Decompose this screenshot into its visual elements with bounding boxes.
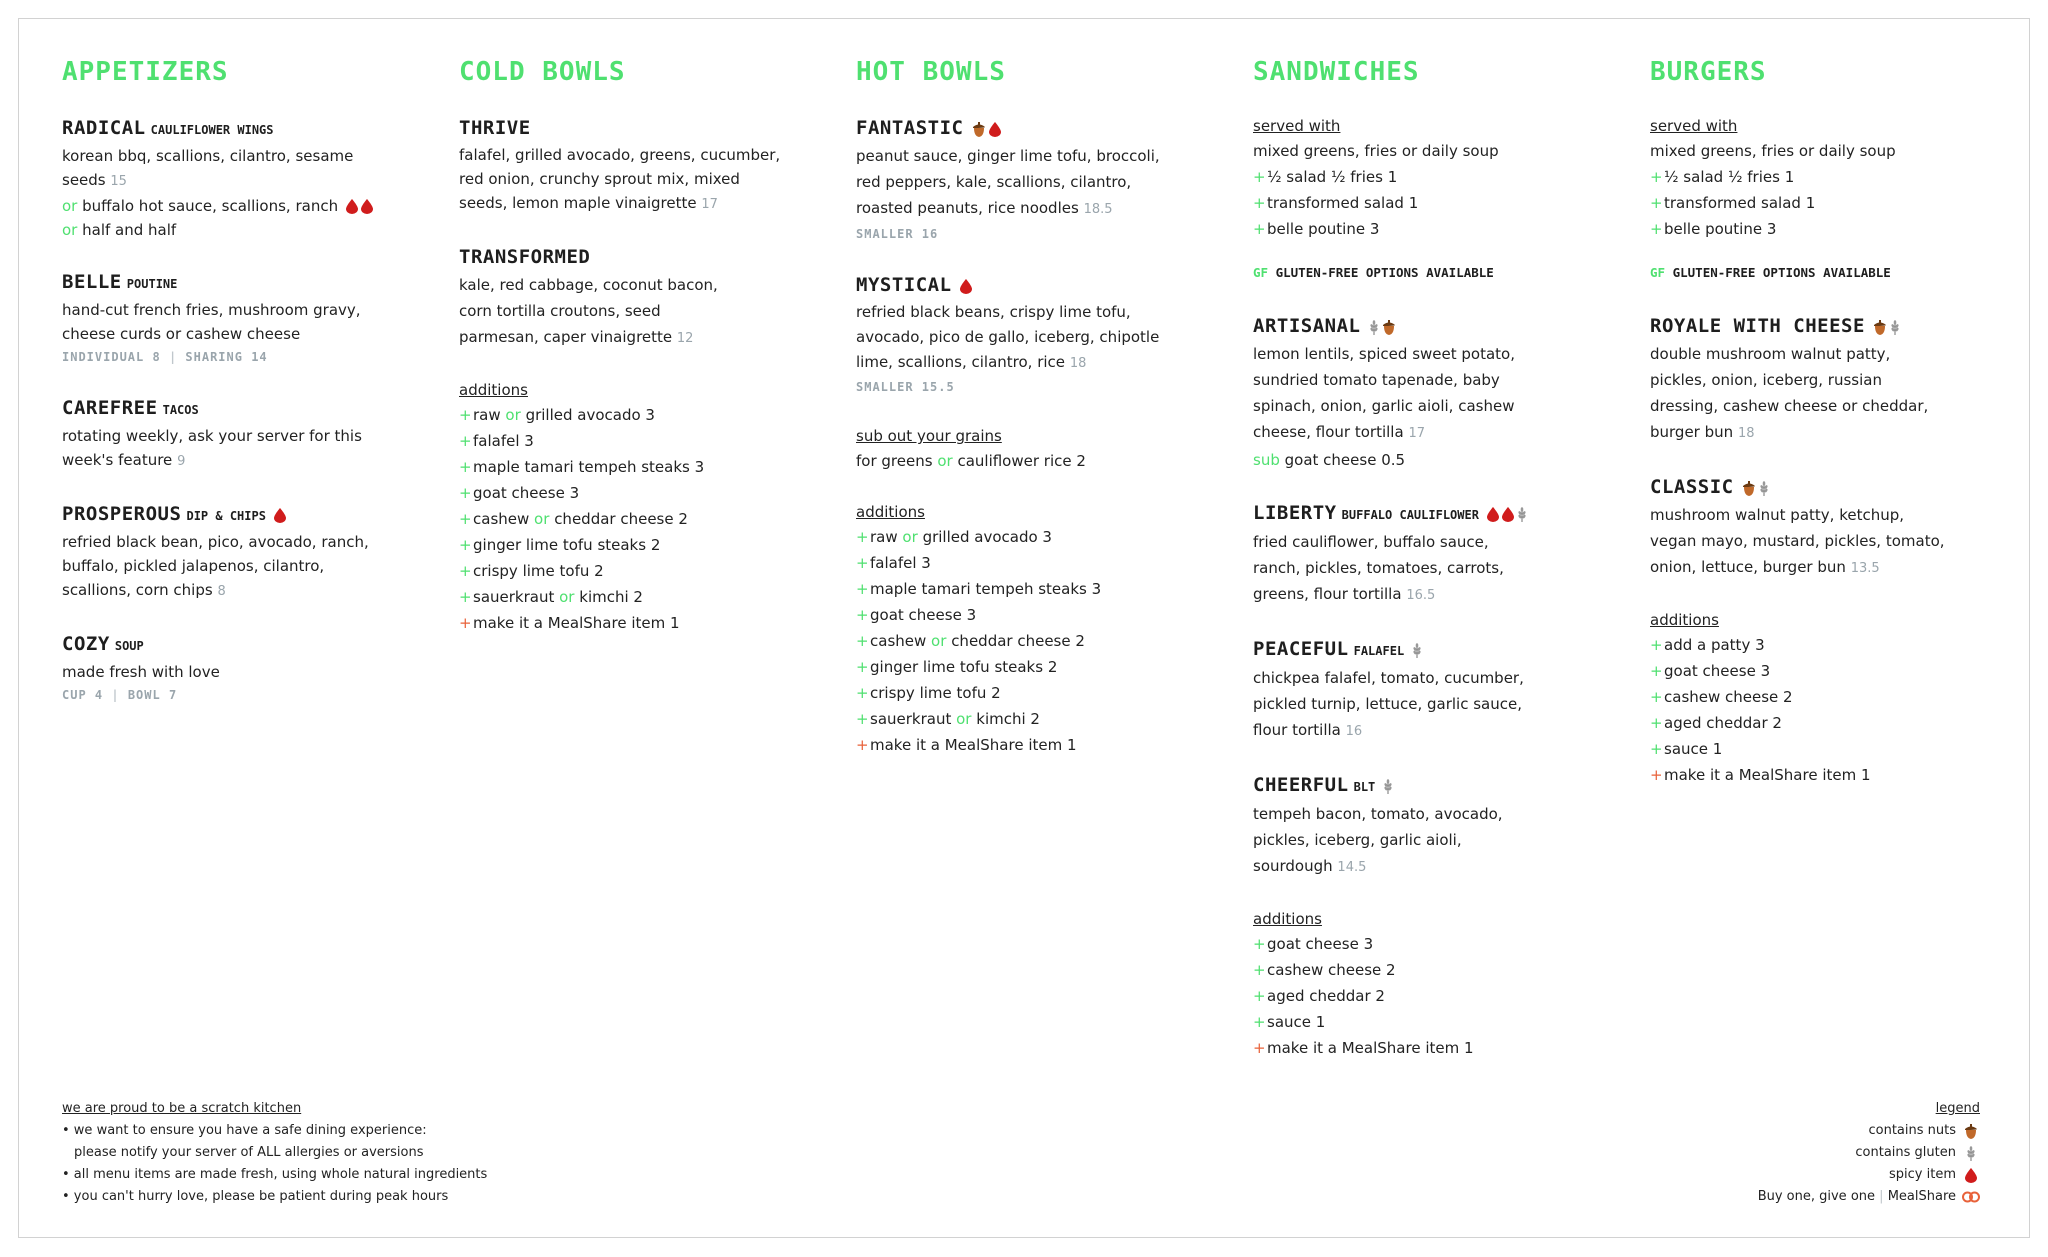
- addition-text: make it a MealShare item 1: [473, 614, 680, 632]
- legend-row-nuts: [1758, 1120, 1980, 1142]
- item-name: LIBERTY: [1253, 502, 1337, 524]
- additions-title: additions: [1650, 611, 1719, 629]
- addition-item: +ginger lime tofu steaks 2: [459, 536, 661, 554]
- item-description: pickles, iceberg, garlic aioli,: [1253, 831, 1462, 849]
- additions-title: additions: [459, 381, 528, 399]
- hot-bowls-heading: HOT BOWLS: [856, 57, 1006, 87]
- addition-text: make it a MealShare item 1: [870, 736, 1077, 754]
- or-label: or: [902, 528, 918, 546]
- hot-bowls-column: [856, 54, 1226, 758]
- item-fantastic: [856, 114, 1226, 245]
- item-description: scallions, corn chips: [62, 581, 213, 599]
- addition-item: +cashew cheese 2: [1253, 961, 1396, 979]
- item-description: made fresh with love: [62, 663, 220, 681]
- item-description: week's feature: [62, 451, 173, 469]
- addition-text: goat cheese 3: [473, 484, 580, 502]
- sub-text: goat cheese 0.5: [1284, 451, 1406, 469]
- legend-label: contains nuts: [1868, 1123, 1956, 1138]
- gf-text: GLUTEN-FREE OPTIONS AVAILABLE: [1275, 265, 1494, 280]
- addition-item: +sauerkraut or kimchi 2: [459, 588, 643, 606]
- wheat-icon: [1759, 481, 1769, 496]
- addition-text: goat cheese 3: [1267, 935, 1374, 953]
- served-option: +transformed salad 1: [1650, 194, 1816, 212]
- addition-text: crispy lime tofu 2: [870, 684, 1001, 702]
- item-price: 13.5: [1850, 561, 1880, 576]
- burgers-heading: BURGERS: [1650, 57, 1767, 87]
- item-peaceful: [1253, 635, 1623, 745]
- addition-item: +raw or grilled avocado 3: [459, 406, 655, 424]
- item-price: 18.5: [1083, 202, 1113, 217]
- size-price: SMALLER 15.5: [856, 380, 955, 394]
- addition-item: +crispy lime tofu 2: [856, 684, 1001, 702]
- addition-text: sauce 1: [1267, 1013, 1326, 1031]
- item-description: cheese curds or cashew cheese: [62, 325, 301, 343]
- footer-line: please notify your server of ALL allergies or aversions: [74, 1145, 424, 1160]
- mealshare-icon: [1962, 1191, 1980, 1203]
- item-name: CLASSIC: [1650, 476, 1734, 498]
- nut-icon: [1382, 320, 1396, 335]
- wheat-icon: [1412, 643, 1422, 658]
- or-label: or: [931, 632, 947, 650]
- item-transformed: [459, 243, 829, 352]
- burgers-additions: [1650, 608, 2020, 788]
- served-text: ½ salad ½ fries 1: [1267, 168, 1398, 186]
- footer-line: • we want to ensure you have a safe dining experience:: [62, 1123, 427, 1138]
- item-description: dressing, cashew cheese or cheddar,: [1650, 397, 1929, 415]
- item-name: CHEERFUL: [1253, 774, 1349, 796]
- served-title: served with: [1253, 117, 1341, 135]
- item-liberty: [1253, 499, 1623, 609]
- served-line: mixed greens, fries or daily soup: [1650, 142, 1896, 160]
- item-name: TRANSFORMED: [459, 246, 591, 268]
- item-name: COZY: [62, 633, 110, 655]
- addition-item: +maple tamari tempeh steaks 3: [459, 458, 705, 476]
- item-description: spinach, onion, garlic aioli, cashew: [1253, 397, 1515, 415]
- item-price: 17: [1408, 426, 1425, 441]
- addition-item: +sauce 1: [1650, 740, 1723, 758]
- addition-item: +goat cheese 3: [1650, 662, 1771, 680]
- addition-text: kimchi 2: [976, 710, 1040, 728]
- item-name: MYSTICAL: [856, 274, 952, 296]
- addition-item: +falafel 3: [459, 432, 534, 450]
- or-label: or: [956, 710, 972, 728]
- gluten-free-note: [1650, 262, 2020, 284]
- addition-text: crispy lime tofu 2: [473, 562, 604, 580]
- addition-text: add a patty 3: [1664, 636, 1765, 654]
- served-line: mixed greens, fries or daily soup: [1253, 142, 1499, 160]
- footer-line: • all menu items are made fresh, using whole natural ingredients: [62, 1167, 488, 1182]
- addition-text: cashew cheese 2: [1664, 688, 1793, 706]
- item-price: 18: [1737, 426, 1755, 441]
- chili-drop-icon: [989, 122, 1001, 137]
- addition-text: maple tamari tempeh steaks 3: [473, 458, 705, 476]
- gf-tag: GF: [1253, 265, 1269, 280]
- item-description: greens, flour tortilla: [1253, 585, 1402, 603]
- item-prosperous: [62, 500, 432, 604]
- item-price: 18: [1069, 356, 1087, 371]
- grains-text: for greens: [856, 452, 933, 470]
- legend-label: contains gluten: [1855, 1145, 1956, 1160]
- addition-text: falafel 3: [473, 432, 534, 450]
- item-description: corn tortilla croutons, seed: [459, 302, 661, 320]
- addition-text: aged cheddar 2: [1664, 714, 1782, 732]
- cold-bowls-column: [459, 54, 829, 636]
- item-subtitle: TACOS: [162, 403, 199, 417]
- appetizers-heading: APPETIZERS: [62, 57, 229, 87]
- item-name: THRIVE: [459, 117, 531, 139]
- item-mystical: [856, 271, 1226, 398]
- served-text: transformed salad 1: [1664, 194, 1816, 212]
- addition-item: +cashew cheese 2: [1650, 688, 1793, 706]
- addition-item: +aged cheddar 2: [1253, 987, 1385, 1005]
- item-description: lime, scallions, cilantro, rice: [856, 353, 1066, 371]
- or-label: or: [505, 406, 521, 424]
- item-description: parmesan, caper vinaigrette: [459, 328, 673, 346]
- legend-label: MealShare: [1887, 1189, 1956, 1204]
- item-description: onion, lettuce, burger bun: [1650, 558, 1846, 576]
- addition-text: falafel 3: [870, 554, 931, 572]
- addition-item: +goat cheese 3: [1253, 935, 1374, 953]
- served-text: transformed salad 1: [1267, 194, 1419, 212]
- addition-text: sauerkraut: [473, 588, 555, 606]
- item-description: falafel, grilled avocado, greens, cucumber,: [459, 146, 781, 164]
- addition-item: +cashew or cheddar cheese 2: [459, 510, 688, 528]
- size-price: CUP 4: [62, 688, 104, 702]
- item-description: pickles, onion, iceberg, russian: [1650, 371, 1882, 389]
- item-subtitle: CAULIFLOWER WINGS: [150, 123, 274, 137]
- item-description: kale, red cabbage, coconut bacon,: [459, 276, 718, 294]
- addition-text: cashew: [870, 632, 927, 650]
- addition-text: raw: [473, 406, 501, 424]
- item-name: BELLE: [62, 271, 122, 293]
- addition-item: +maple tamari tempeh steaks 3: [856, 580, 1102, 598]
- addition-item: +falafel 3: [856, 554, 931, 572]
- gluten-free-note: [1253, 262, 1623, 284]
- addition-text: goat cheese 3: [870, 606, 977, 624]
- item-description: burger bun: [1650, 423, 1734, 441]
- or-label: or: [534, 510, 550, 528]
- item-description: rotating weekly, ask your server for this: [62, 427, 362, 445]
- served-option: +transformed salad 1: [1253, 194, 1419, 212]
- addition-item: +goat cheese 3: [856, 606, 977, 624]
- item-description: seeds: [62, 171, 106, 189]
- addition-text: maple tamari tempeh steaks 3: [870, 580, 1102, 598]
- served-with: [1650, 114, 2020, 242]
- or-label: or: [62, 221, 78, 239]
- item-thrive: [459, 114, 829, 217]
- nut-icon: [1964, 1124, 1978, 1139]
- addition-text: grilled avocado 3: [922, 528, 1052, 546]
- item-price: 8: [217, 584, 226, 599]
- item-description: red onion, crunchy sprout mix, mixed: [459, 170, 740, 188]
- item-description: sourdough: [1253, 857, 1333, 875]
- nut-icon: [1873, 320, 1887, 335]
- item-description: roasted peanuts, rice noodles: [856, 199, 1079, 217]
- cold-bowls-heading: COLD BOWLS: [459, 57, 626, 87]
- sandwiches-heading: SANDWICHES: [1253, 57, 1420, 87]
- item-price: 16.5: [1406, 588, 1436, 603]
- addition-item: +sauce 1: [1253, 1013, 1326, 1031]
- addition-item: +aged cheddar 2: [1650, 714, 1782, 732]
- legend-row-gluten: [1758, 1142, 1980, 1164]
- grains-title: sub out your grains: [856, 427, 1002, 445]
- additions-title: additions: [1253, 910, 1322, 928]
- addition-text: make it a MealShare item 1: [1664, 766, 1871, 784]
- item-name: ARTISANAL: [1253, 315, 1361, 337]
- addition-text: goat cheese 3: [1664, 662, 1771, 680]
- size-price: SMALLER 16: [856, 227, 939, 241]
- item-description: ranch, pickles, tomatoes, carrots,: [1253, 559, 1504, 577]
- size-price: BOWL 7: [127, 688, 178, 702]
- served-text: belle poutine 3: [1267, 220, 1380, 238]
- or-label: or: [559, 588, 575, 606]
- addition-text: cashew cheese 2: [1267, 961, 1396, 979]
- addition-item: +goat cheese 3: [459, 484, 580, 502]
- item-name: FANTASTIC: [856, 117, 964, 139]
- addition-item: +sauerkraut or kimchi 2: [856, 710, 1040, 728]
- item-price: 12: [676, 331, 694, 346]
- item-description: chickpea falafel, tomato, cucumber,: [1253, 669, 1524, 687]
- item-price: 15: [110, 174, 127, 189]
- scratch-kitchen-note: [62, 1098, 487, 1208]
- or-label: or: [937, 452, 953, 470]
- item-subtitle: FALAFEL: [1353, 644, 1405, 658]
- chili-drop-icon: [960, 279, 972, 294]
- nut-icon: [1742, 481, 1756, 496]
- served-with: [1253, 114, 1623, 242]
- hot-bowls-additions: [856, 500, 1226, 758]
- item-description: double mushroom walnut patty,: [1650, 345, 1891, 363]
- addition-item-mealshare: +make it a MealShare item 1: [1650, 766, 1871, 784]
- addition-item: +cashew or cheddar cheese 2: [856, 632, 1085, 650]
- addition-text: cheddar cheese 2: [554, 510, 688, 528]
- size-price: INDIVIDUAL 8: [62, 350, 161, 364]
- addition-text: sauerkraut: [870, 710, 952, 728]
- item-subtitle: DIP & CHIPS: [186, 509, 266, 523]
- item-description: fried cauliflower, buffalo sauce,: [1253, 533, 1489, 551]
- sandwiches-column: [1253, 54, 1623, 1061]
- item-description: tempeh bacon, tomato, avocado,: [1253, 805, 1503, 823]
- gf-text: GLUTEN-FREE OPTIONS AVAILABLE: [1672, 265, 1891, 280]
- addition-text: grilled avocado 3: [525, 406, 655, 424]
- item-carefree: [62, 394, 432, 474]
- item-description: sundried tomato tapenade, baby: [1253, 371, 1500, 389]
- served-text: ½ salad ½ fries 1: [1664, 168, 1795, 186]
- item-description: mushroom walnut patty, ketchup,: [1650, 506, 1905, 524]
- addition-text: make it a MealShare item 1: [1267, 1039, 1474, 1057]
- addition-item-mealshare: +make it a MealShare item 1: [459, 614, 680, 632]
- size-price: SHARING 14: [185, 350, 268, 364]
- addition-text: ginger lime tofu steaks 2: [473, 536, 661, 554]
- chili-drop-icon: [1502, 507, 1514, 522]
- addition-text: kimchi 2: [579, 588, 643, 606]
- legend-label: Buy one, give one: [1757, 1189, 1876, 1204]
- addition-text: sauce 1: [1664, 740, 1723, 758]
- cold-bowls-additions: [459, 378, 829, 636]
- additions-title: additions: [856, 503, 925, 521]
- item-name: RADICAL: [62, 117, 146, 139]
- item-royale: [1650, 312, 2020, 447]
- item-description: buffalo, pickled jalapenos, cilantro,: [62, 557, 325, 575]
- item-name: CAREFREE: [62, 397, 158, 419]
- wheat-icon: [1966, 1146, 1976, 1161]
- item-artisanal: [1253, 312, 1623, 473]
- item-description: cheese, flour tortilla: [1253, 423, 1404, 441]
- addition-text: ginger lime tofu steaks 2: [870, 658, 1058, 676]
- addition-item-mealshare: +make it a MealShare item 1: [1253, 1039, 1474, 1057]
- legend-title: legend: [1935, 1101, 1980, 1116]
- item-subtitle: SOUP: [114, 639, 144, 653]
- item-description: pickled turnip, lettuce, garlic sauce,: [1253, 695, 1522, 713]
- item-price: 16: [1345, 724, 1363, 739]
- item-cheerful: [1253, 771, 1623, 881]
- item-subtitle: BLT: [1353, 780, 1376, 794]
- footer-line: • you can't hurry love, please be patient during peak hours: [62, 1189, 449, 1204]
- addition-text: raw: [870, 528, 898, 546]
- item-belle: BELLE POUTINE hand-cut french fries, mushroom gravy, cheese curds or cashew cheese INDIVIDUAL 8 | SHARING 14: [62, 271, 361, 364]
- served-title: served with: [1650, 117, 1738, 135]
- item-name: PROSPEROUS: [62, 503, 182, 525]
- gf-tag: GF: [1650, 265, 1666, 280]
- item-description: refried black beans, crispy lime tofu,: [856, 303, 1131, 321]
- sub-tag: sub: [1253, 451, 1280, 469]
- item-description: red peppers, kale, scallions, cilantro,: [856, 173, 1132, 191]
- legend-row-spicy: [1758, 1164, 1980, 1186]
- item-price: 9: [177, 454, 186, 469]
- item-subtitle: BUFFALO CAULIFLOWER: [1341, 508, 1479, 522]
- item-description: vegan mayo, mustard, pickles, tomato,: [1650, 532, 1945, 550]
- addition-item: +add a patty 3: [1650, 636, 1765, 654]
- wheat-icon: [1517, 507, 1527, 522]
- appetizers-column: [62, 54, 432, 732]
- served-option: +belle poutine 3: [1650, 220, 1777, 238]
- sub-out-grains: [856, 424, 1226, 474]
- item-description: lemon lentils, spiced sweet potato,: [1253, 345, 1515, 363]
- wheat-icon: [1383, 779, 1393, 794]
- chili-drop-icon: [1487, 507, 1499, 522]
- addition-text: aged cheddar 2: [1267, 987, 1385, 1005]
- addition-text: cheddar cheese 2: [951, 632, 1085, 650]
- addition-item: +raw or grilled avocado 3: [856, 528, 1052, 546]
- item-description: korean bbq, scallions, cilantro, sesame: [62, 147, 354, 165]
- item-classic: [1650, 473, 2020, 582]
- served-option: +belle poutine 3: [1253, 220, 1380, 238]
- legend-row-mealshare: Buy one, give one | MealShare: [1758, 1186, 1980, 1208]
- or-label: or: [62, 197, 78, 215]
- chili-drop-icon: [274, 508, 286, 523]
- addition-text: cashew: [473, 510, 530, 528]
- item-price: 14.5: [1337, 860, 1367, 875]
- chili-drop-icon: [1965, 1168, 1977, 1183]
- item-description: flour tortilla: [1253, 721, 1341, 739]
- item-cozy: COZY SOUP made fresh with love CUP 4 | BOWL 7: [62, 633, 220, 702]
- addition-item: +ginger lime tofu steaks 2: [856, 658, 1058, 676]
- grains-text: cauliflower rice 2: [957, 452, 1086, 470]
- item-description: hand-cut french fries, mushroom gravy,: [62, 301, 361, 319]
- item-option: buffalo hot sauce, scallions, ranch: [82, 197, 339, 215]
- legend: [1758, 1098, 1980, 1208]
- chili-drop-icon: [361, 199, 373, 214]
- nut-icon: [972, 122, 986, 137]
- item-subtitle: POUTINE: [126, 277, 178, 291]
- burgers-column: [1650, 54, 2020, 788]
- footer-title: we are proud to be a scratch kitchen: [62, 1101, 302, 1116]
- legend-label: spicy item: [1889, 1167, 1956, 1182]
- item-description: peanut sauce, ginger lime tofu, broccoli,: [856, 147, 1160, 165]
- wheat-icon: [1890, 320, 1900, 335]
- sandwiches-additions: [1253, 907, 1623, 1061]
- item-name: PEACEFUL: [1253, 638, 1349, 660]
- item-name: ROYALE WITH CHEESE: [1650, 315, 1865, 337]
- item-option: half and half: [82, 221, 177, 239]
- wheat-icon: [1369, 320, 1379, 335]
- served-text: belle poutine 3: [1664, 220, 1777, 238]
- addition-item: +crispy lime tofu 2: [459, 562, 604, 580]
- served-option: +½ salad ½ fries 1: [1253, 168, 1398, 186]
- item-description: refried black bean, pico, avocado, ranch,: [62, 533, 369, 551]
- addition-item-mealshare: +make it a MealShare item 1: [856, 736, 1077, 754]
- served-option: +½ salad ½ fries 1: [1650, 168, 1795, 186]
- item-radical: [62, 114, 432, 242]
- chili-drop-icon: [346, 199, 358, 214]
- item-description: avocado, pico de gallo, iceberg, chipotle: [856, 328, 1160, 346]
- item-description: seeds, lemon maple vinaigrette: [459, 194, 697, 212]
- item-price: 17: [701, 197, 718, 212]
